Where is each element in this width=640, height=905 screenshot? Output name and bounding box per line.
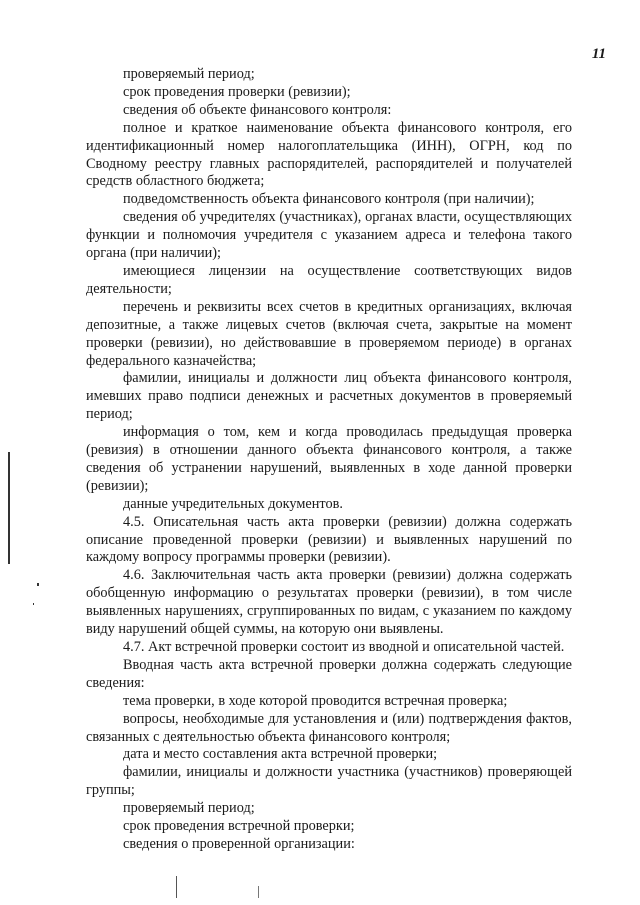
page-number: 11 [591, 46, 606, 62]
paragraph: вопросы, необходимые для установления и (или) подтверждения фактов, связанных с деятельностью объекта финансового контроля; [86, 710, 572, 745]
scan-dot-mark [37, 583, 39, 586]
scan-dot-mark [33, 603, 34, 605]
paragraph-section-4-6: 4.6. Заключительная часть акта проверки (ревизии) должна содержать обобщенную информацию о результатах проверки (ревизии), в том числе выявленных нарушениях, сгруппированных по видам, с указанием по каждому виду нарушений общей суммы, на которую они выявлены. [86, 567, 572, 638]
paragraph: тема проверки, в ходе которой проводится встречная проверка; [123, 692, 508, 709]
paragraph: фамилии, инициалы и должности лиц объекта финансового контроля, имевших право подписи денежных и расчетных документов в проверяемый период; [86, 370, 572, 423]
bottom-tick-mark [176, 876, 177, 898]
paragraph: срок проведения встречной проверки; [123, 818, 355, 835]
margin-line-mark [8, 452, 10, 564]
paragraph: сведения об учредителях (участниках), органах власти, осуществляющих функции и полномочия учредителя с указанием адреса и телефона такого органа (при наличии); [86, 209, 572, 262]
bottom-tick-mark [258, 886, 259, 898]
paragraph: проверяемый период; [123, 800, 255, 817]
paragraph: информация о том, кем и когда проводилась предыдущая проверка (ревизия) в отношении данного объекта финансового контроля, а также сведения об устранении нарушений, выявленных в ходе данной проверки (ревизии); [86, 424, 572, 494]
paragraph: перечень и реквизиты всех счетов в кредитных организациях, включая депозитные, а также лицевых счетов (включая счета, закрытые на момент проверки (ревизии), но действовавшие в проверяемом периоде) в органах федерального казначейства; [86, 298, 572, 369]
paragraph-section-4-5: 4.5. Описательная часть акта проверки (ревизии) должна содержать описание проведенной проверки (ревизии) и выявленных нарушений по каждому вопросу программы проверки (ревизии). [86, 513, 572, 566]
paragraph: подведомственность объекта финансового контроля (при наличии); [123, 191, 535, 208]
document-body [86, 66, 572, 854]
paragraph: проверяемый период; [123, 66, 255, 82]
paragraph: сведения об объекте финансового контроля: [123, 101, 392, 118]
paragraph-section-4-7: 4.7. Акт встречной проверки состоит из вводной и описательной частей. [123, 639, 565, 655]
paragraph: сведения о проверенной организации: [123, 835, 355, 852]
paragraph: данные учредительных документов. [123, 495, 343, 512]
paragraph: срок проведения проверки (ревизии); [123, 83, 351, 100]
paragraph: имеющиеся лицензии на осуществление соответствующих видов деятельности; [86, 262, 572, 297]
paragraph: полное и краткое наименование объекта финансового контроля, его идентификационный номер налогоплательщика (ИНН), ОГРН, код по Сводному реестру главных распорядителей, распорядителей и получателей средств областного бюджета; [86, 119, 572, 190]
paragraph: Вводная часть акта встречной проверки должна содержать следующие сведения: [86, 656, 572, 691]
paragraph: фамилии, инициалы и должности участника (участников) проверяющей группы; [86, 764, 572, 799]
paragraph: дата и место составления акта встречной проверки; [123, 746, 438, 763]
